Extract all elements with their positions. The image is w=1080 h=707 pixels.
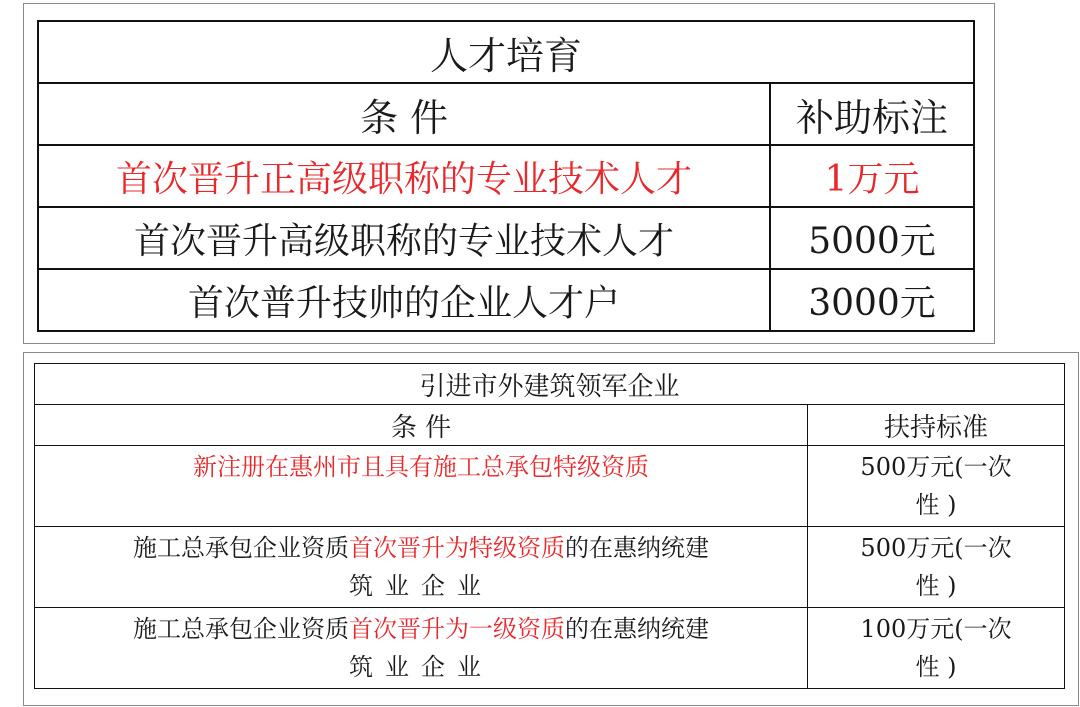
table-row (35, 608, 1065, 689)
row-value: 3000元 (770, 269, 974, 331)
row-condition (35, 527, 808, 608)
row-value: 5000元 (770, 207, 974, 269)
table-row (38, 269, 974, 331)
condition-line-2: 筑业企业 (349, 653, 493, 681)
row-value (808, 527, 1065, 608)
value-line-1: 500万元(一次 (860, 534, 1012, 562)
condition-prefix: 施工总承包企业资质 (133, 615, 349, 643)
value-line-2: 性 ) (915, 491, 957, 519)
column-header-condition: 条 件 (38, 83, 770, 145)
row-value (808, 608, 1065, 689)
condition-suffix: 的在惠纳统建 (565, 534, 709, 562)
table-row (38, 145, 974, 207)
condition-highlight: 首次晋升为特级资质 (349, 534, 565, 562)
row-condition (35, 608, 808, 689)
row-condition: 首次晋升正高级职称的专业技术人才 (38, 145, 770, 207)
column-header-support: 扶持标准 (808, 405, 1065, 446)
construction-enterprise-table (34, 363, 1065, 689)
condition-highlight: 首次晋升为一级资质 (349, 615, 565, 643)
row-condition (35, 446, 808, 527)
row-condition: 首次普升技帅的企业人才户 (38, 269, 770, 331)
table-title: 人才培育 (38, 21, 974, 83)
table-row (38, 207, 974, 269)
row-condition: 首次晋升高级职称的专业技术人才 (38, 207, 770, 269)
table-title: 引进市外建筑领军企业 (35, 364, 1065, 405)
row-value (808, 446, 1065, 527)
condition-prefix: 施工总承包企业资质 (133, 534, 349, 562)
column-header-condition: 条 件 (35, 405, 808, 446)
value-line-2: 性 ) (915, 572, 957, 600)
condition-highlight: 新注册在惠州市且具有施工总承包特级资质 (193, 453, 649, 481)
value-line-1: 100万元(一次 (860, 615, 1012, 643)
value-line-2: 性 ) (915, 653, 957, 681)
talent-cultivation-panel (23, 3, 995, 344)
condition-suffix: 的在惠纳统建 (565, 615, 709, 643)
column-header-subsidy: 补助标注 (770, 83, 974, 145)
table-row (35, 527, 1065, 608)
value-line-1: 500万元(一次 (860, 453, 1012, 481)
table-row (35, 446, 1065, 527)
construction-enterprise-panel (23, 352, 1079, 706)
talent-cultivation-table (37, 20, 975, 332)
row-value: 1万元 (770, 145, 974, 207)
condition-line-2: 筑业企业 (349, 572, 493, 600)
